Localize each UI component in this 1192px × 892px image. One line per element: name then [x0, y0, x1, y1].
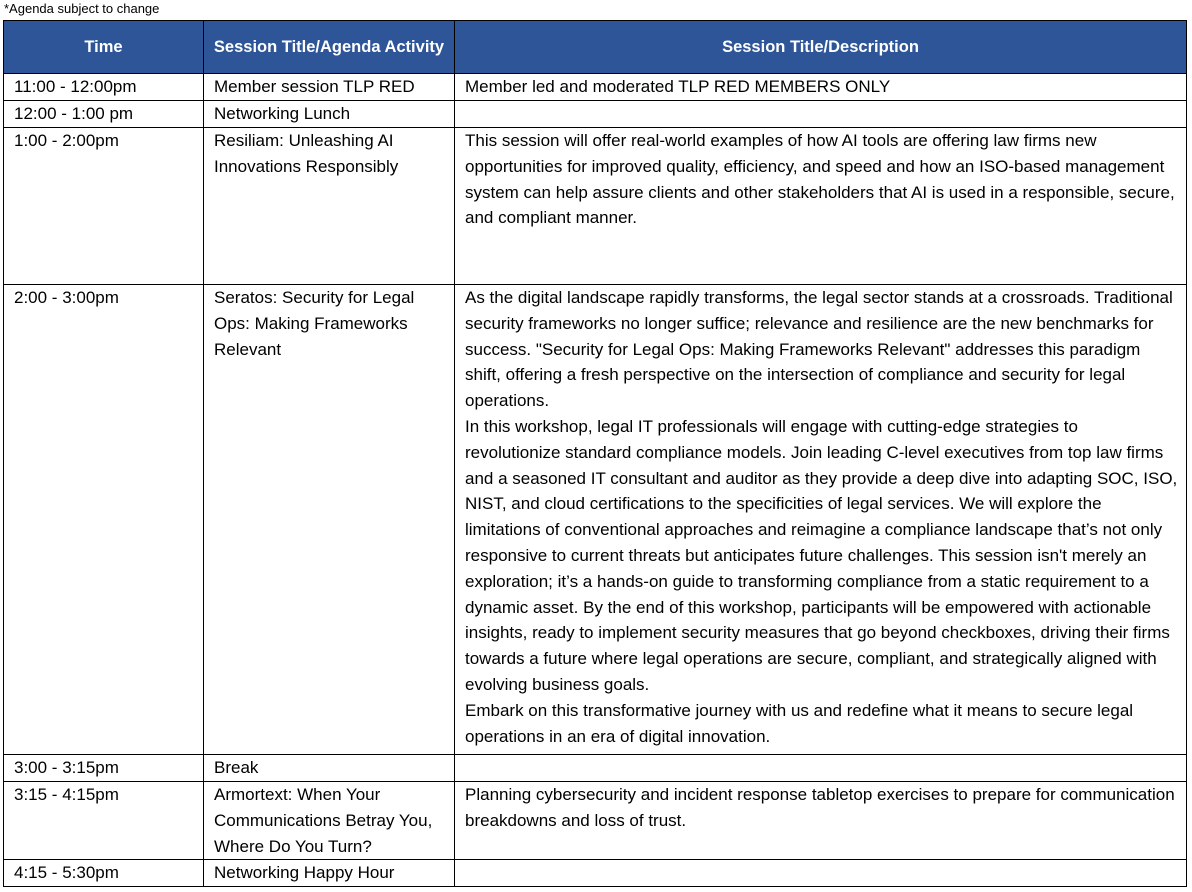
description-cell	[455, 128, 1187, 285]
table-row	[4, 128, 1187, 285]
description-paragraph: Member led and moderated TLP RED MEMBERS ONLY	[465, 77, 891, 96]
header-session: Session Title/Agenda Activity	[204, 21, 455, 74]
description-paragraph: Embark on this transformative journey with us and redefine what it means to secure legal operations in an era of digital innovation.	[465, 700, 1134, 746]
description-cell	[455, 74, 1187, 101]
table-row	[4, 74, 1187, 101]
description-paragraph: This session will offer real-world examples of how AI tools are offering law firms new opportunities for improved quality, efficiency, and speed and how an ISO-based management system can help assure clients and other stakeholders that AI is used in a responsible, secure, and compliant manner.	[465, 131, 1175, 228]
description-paragraph: As the digital landscape rapidly transforms, the legal sector stands at a crossroads. Traditional security frameworks no longer suffice; relevance and resilience are the new benchmarks for success. "Security for Legal Ops: Making Frameworks Relevant" addresses this paradigm shift, offering a fresh perspective on the intersection of compliance and security for legal operations.	[465, 288, 1173, 411]
description-cell	[455, 285, 1187, 755]
session-cell: Member session TLP RED	[204, 74, 455, 101]
time-cell: 12:00 - 1:00 pm	[4, 101, 204, 128]
time-cell: 11:00 - 12:00pm	[4, 74, 204, 101]
time-cell: 2:00 - 3:00pm	[4, 285, 204, 755]
session-cell: Networking Happy Hour	[204, 860, 455, 887]
agenda-table	[3, 20, 1187, 887]
session-cell: Seratos: Security for Legal Ops: Making Frameworks Relevant	[204, 285, 455, 755]
session-cell: Resiliam: Unleashing AI Innovations Responsibly	[204, 128, 455, 285]
agenda-note: *Agenda subject to change	[4, 1, 160, 16]
table-row	[4, 860, 1187, 887]
description-paragraph: In this workshop, legal IT professionals will engage with cutting-edge strategies to revolutionize standard compliance models. Join leading C-level executives from top law firms and a seasoned IT consultant and auditor as they provide a deep dive into adapting SOC, ISO, NIST, and cloud certifications to the specificities of legal services. We will explore the limitations of conventional approaches and reimagine a compliance landscape that’s not only responsive to current threats but anticipates future challenges. This session isn't merely an exploration; it’s a hands-on guide to transforming compliance from a static requirement to a dynamic asset. By the end of this workshop, participants will be empowered with actionable insights, ready to implement security measures that go beyond checkboxes, driving their firms towards a future where legal operations are secure, compliant, and strategically aligned with evolving business goals.	[465, 416, 1178, 694]
table-row	[4, 101, 1187, 128]
table-row	[4, 285, 1187, 755]
description-paragraph: Planning cybersecurity and incident response tabletop exercises to prepare for communication breakdowns and loss of trust.	[465, 785, 1175, 830]
header-time: Time	[4, 21, 204, 74]
time-cell: 1:00 - 2:00pm	[4, 128, 204, 285]
session-cell: Armortext: When Your Communications Betray You, Where Do You Turn?	[204, 782, 455, 860]
description-cell	[455, 755, 1187, 782]
time-cell: 3:00 - 3:15pm	[4, 755, 204, 782]
description-cell	[455, 860, 1187, 887]
table-row	[4, 755, 1187, 782]
time-cell: 3:15 - 4:15pm	[4, 782, 204, 860]
header-row	[4, 21, 1187, 74]
description-cell	[455, 782, 1187, 860]
time-cell: 4:15 - 5:30pm	[4, 860, 204, 887]
table-row	[4, 782, 1187, 860]
session-cell: Break	[204, 755, 455, 782]
header-description: Session Title/Description	[455, 21, 1187, 74]
session-cell: Networking Lunch	[204, 101, 455, 128]
description-cell	[455, 101, 1187, 128]
